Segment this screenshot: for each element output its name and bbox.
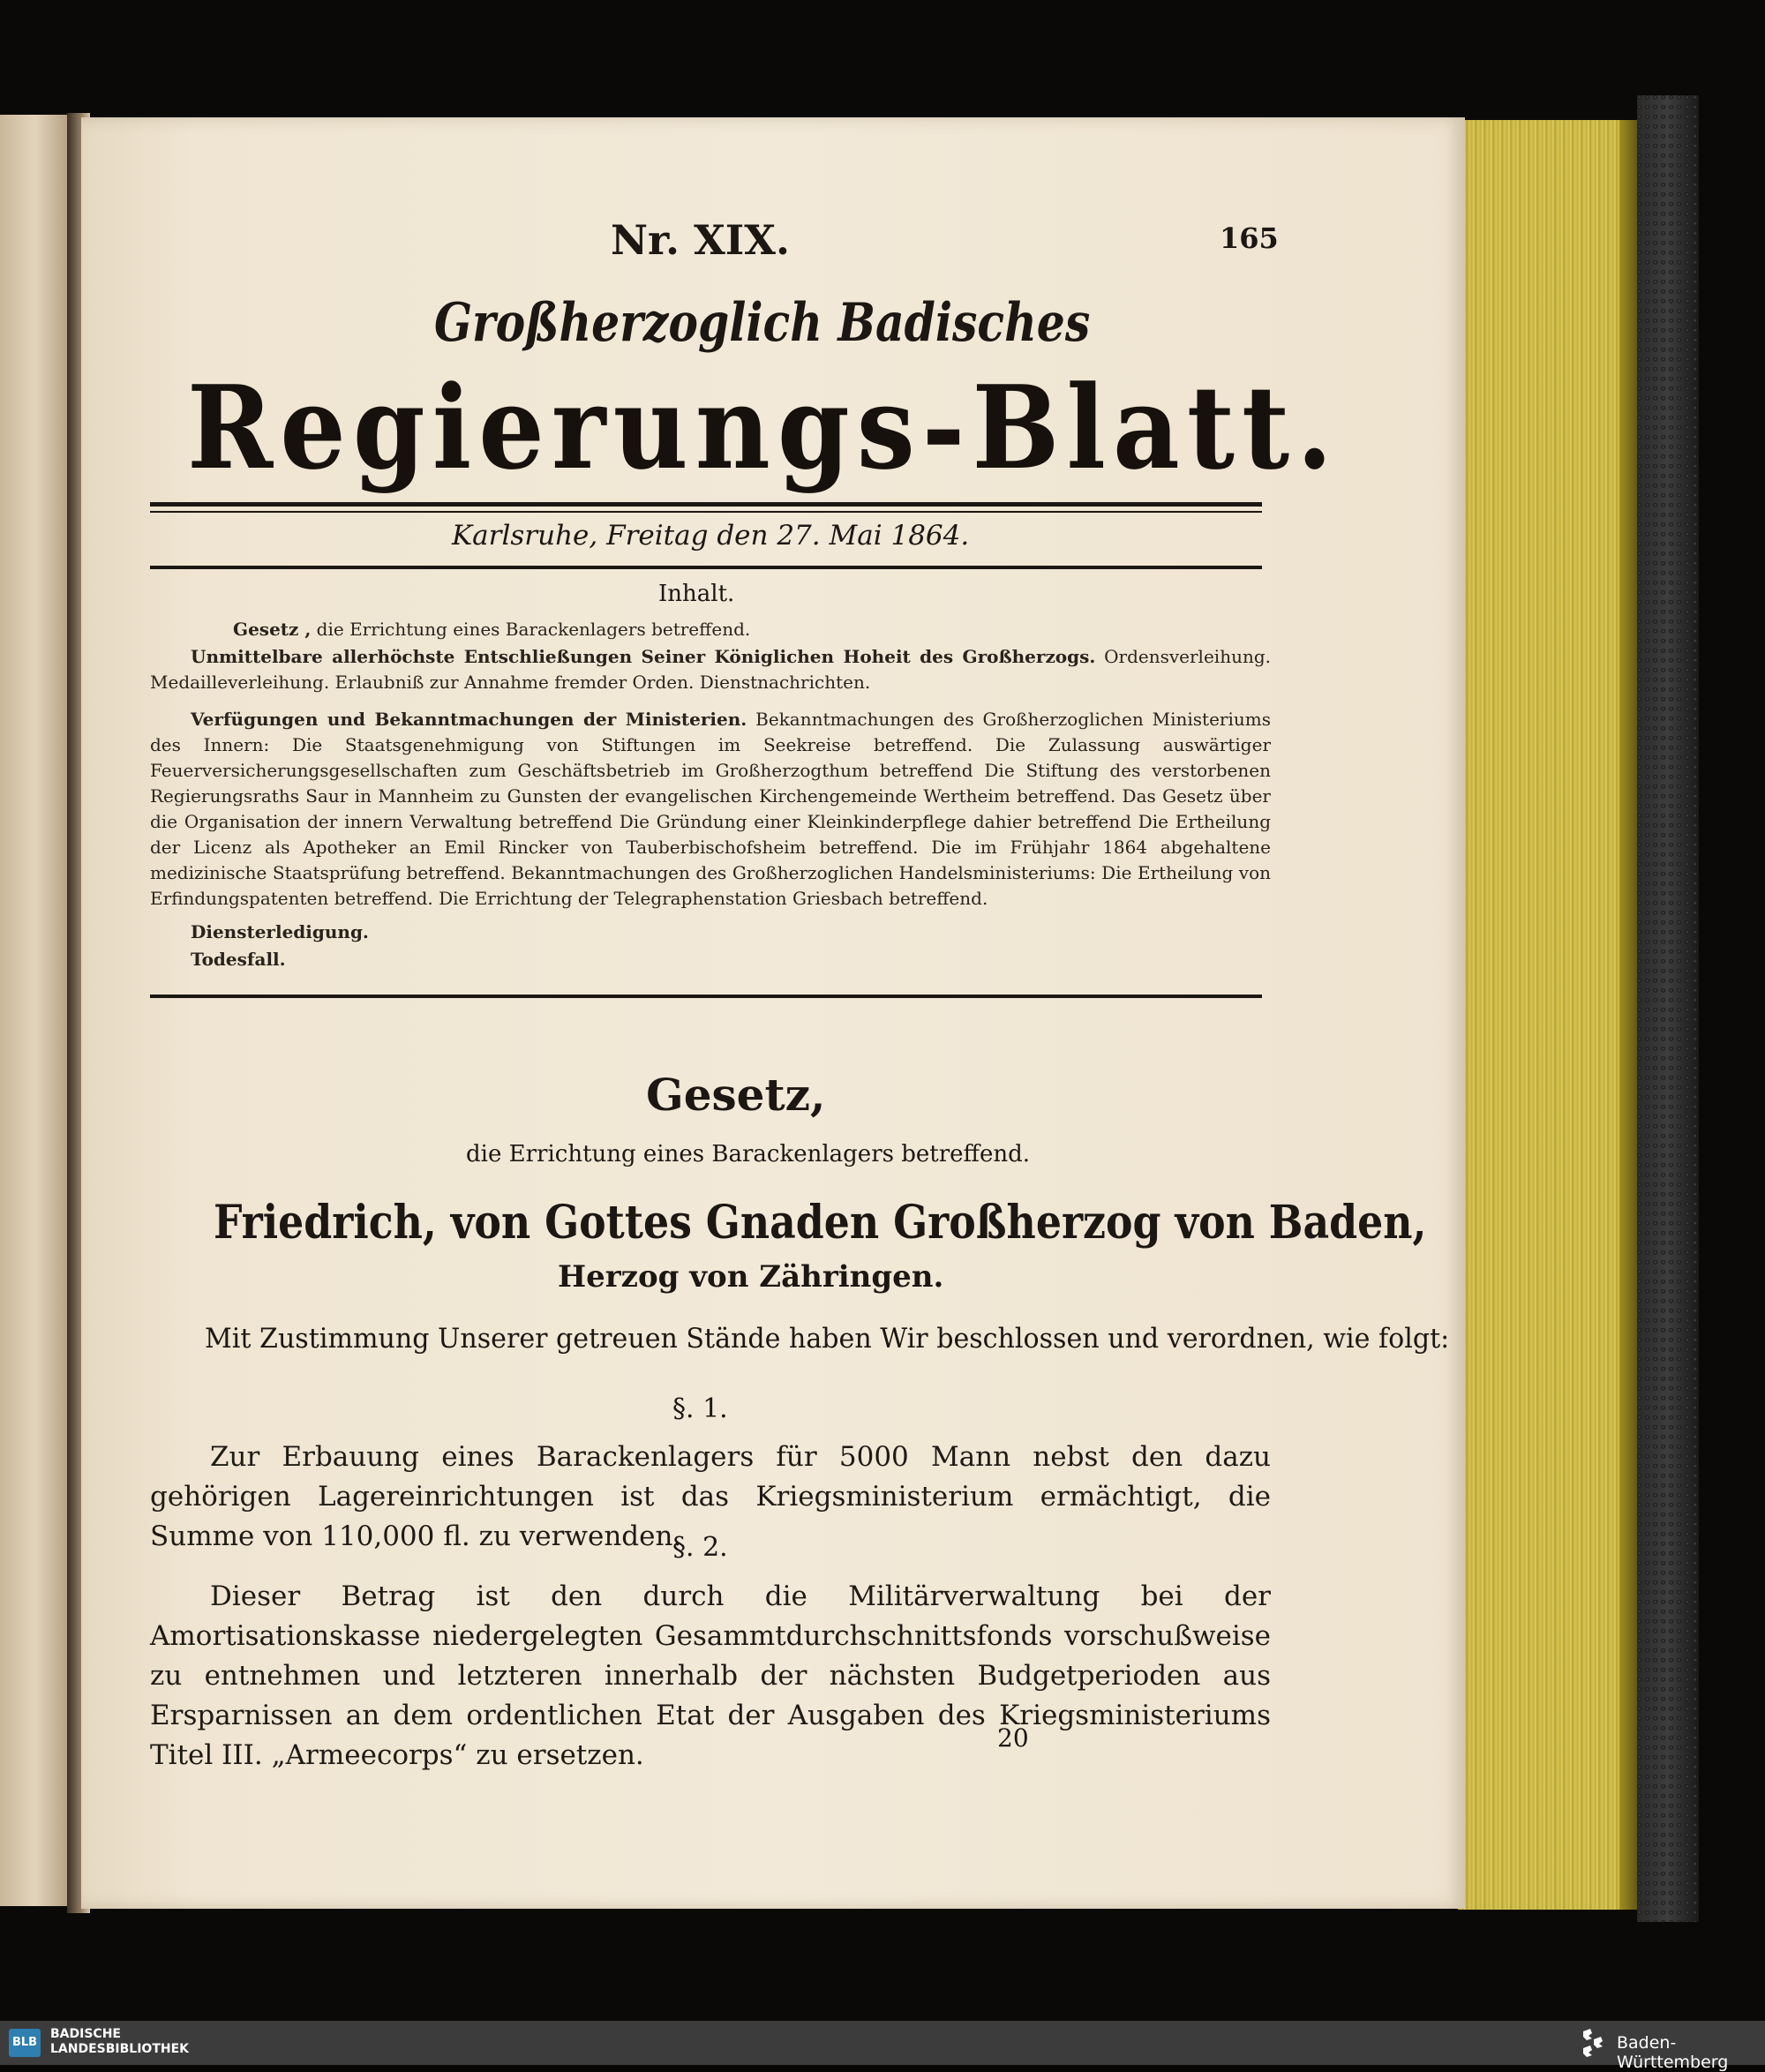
document-page <box>81 117 1465 1909</box>
contents-entry-text: die Errichtung eines Barackenlagers betreffend. <box>311 619 751 640</box>
state-name[interactable]: Baden-Württemberg <box>1617 2033 1729 2072</box>
library-name[interactable] <box>50 2027 189 2057</box>
section-text: Zur Erbauung eines Barackenlagers für 5000 Mann nebst den dazu gehörigen Lagereinrichtungen ist das Kriegsministerium ermächtigt, die Summe von 110,000 fl. zu verwenden. <box>150 1441 1271 1552</box>
gilded-page-edges <box>1458 120 1639 1910</box>
viewer-footer <box>0 2021 1765 2065</box>
dateline: Karlsruhe, Freitag den 27. Mai 1864. <box>452 520 970 552</box>
contents-entry-title: Gesetz , <box>233 619 312 640</box>
signature-mark: 20 <box>997 1723 1029 1753</box>
contents-entry <box>150 644 1271 695</box>
masthead-rule-thick <box>150 502 1262 507</box>
dateline-rule <box>150 566 1262 569</box>
contents-entry-text: Bekanntmachungen des Großherzoglichen Ministeriums des Innern: Die Staatsgenehmigung von Stiftungen im Seekreise betreffend. Die Zulassung auswärtiger Feuerversicherungsgesellschaften zum Geschäftsbetrieb im Großherzogthum betreffend Die Stiftung des verstorbenen Regierungsraths Saur in Mannheim zu Gunsten der evangelischen Kirchengemeinde Wertheim betreffend. Das Gesetz über die Organisation der innern Verwaltung betreffend Die Gründung einer Kleinkinderpflege dahier betreffend Die Ertheilung der Licenz als Apotheker an Emil Rincker von Tauberbischofsheim betreffend. Die im Frühjahr 1864 abgehaltene medizinische Staatsprüfung betreffend. Bekanntmachungen des Großherzoglichen Handelsministeriums: Die Ertheilung von Erfindungspatenten betreffend. Die Errichtung der Telegraphenstation Griesbach betreffend. <box>150 709 1271 909</box>
left-page-edge <box>0 115 78 1906</box>
page-number: 165 <box>1220 221 1279 255</box>
masthead-rule-thin <box>150 511 1262 513</box>
book-cover-edge <box>1637 95 1699 1922</box>
masthead-title: Regierungs-Blatt. <box>187 360 1341 495</box>
section-label: §. 1. <box>672 1393 728 1424</box>
preamble: Mit Zustimmung Unserer getreuen Stände haben Wir beschlossen und verordnen, wie folgt: <box>205 1323 1450 1355</box>
contents-rule <box>150 995 1262 998</box>
blb-logo[interactable]: BLB <box>9 2029 41 2057</box>
contents-entry-title: Verfügungen und Bekanntmachungen der Ministerien. <box>191 709 747 730</box>
contents-entry-text: Ordensverleihung. Medailleverleihung. Erlaubniß zur Annahme fremder Orden. Dienstnachrichten. <box>150 646 1271 693</box>
sovereign-line: Friedrich, von Gottes Gnaden Großherzog von Baden, <box>214 1196 1427 1250</box>
sovereign-line2: Herzog von Zähringen. <box>558 1259 944 1295</box>
baden-wuerttemberg-lions-icon <box>1580 2026 1606 2058</box>
section-text: Dieser Betrag ist den durch die Militärverwaltung bei der Amortisationskasse niedergelegten Gesammtdurchschnittsfonds vorschußweise zu entnehmen und letzteren innerhalb der nächsten Budgetperioden aus Ersparnissen an dem ordentlichen Etat der Ausgaben des Kriegsministeriums Titel III. „Armeecorps“ zu ersetzen. <box>150 1580 1271 1771</box>
law-subtitle: die Errichtung eines Barackenlagers betreffend. <box>466 1141 1031 1167</box>
library-name-line2: LANDESBIBLIOTHEK <box>50 2042 190 2056</box>
section-label: §. 2. <box>672 1532 728 1563</box>
contents-heading: Inhalt. <box>658 581 735 607</box>
masthead-line1: Großherzoglich Badisches <box>434 292 1091 354</box>
contents-entry-title: Diensterledigung. <box>191 921 369 942</box>
contents-entry-title: Todesfall. <box>191 949 286 970</box>
contents-entry <box>191 947 1311 972</box>
law-title: Gesetz, <box>646 1069 826 1121</box>
issue-number: Nr. XIX. <box>611 216 791 264</box>
contents-entry <box>192 617 1313 642</box>
contents-entry <box>150 707 1271 912</box>
library-name-line1: BADISCHE <box>50 2027 121 2041</box>
contents-entry-title: Unmittelbare allerhöchste Entschließungen Seiner Königlichen Hoheit des Großherzogs. <box>191 646 1096 667</box>
contents-entry <box>191 920 1311 945</box>
